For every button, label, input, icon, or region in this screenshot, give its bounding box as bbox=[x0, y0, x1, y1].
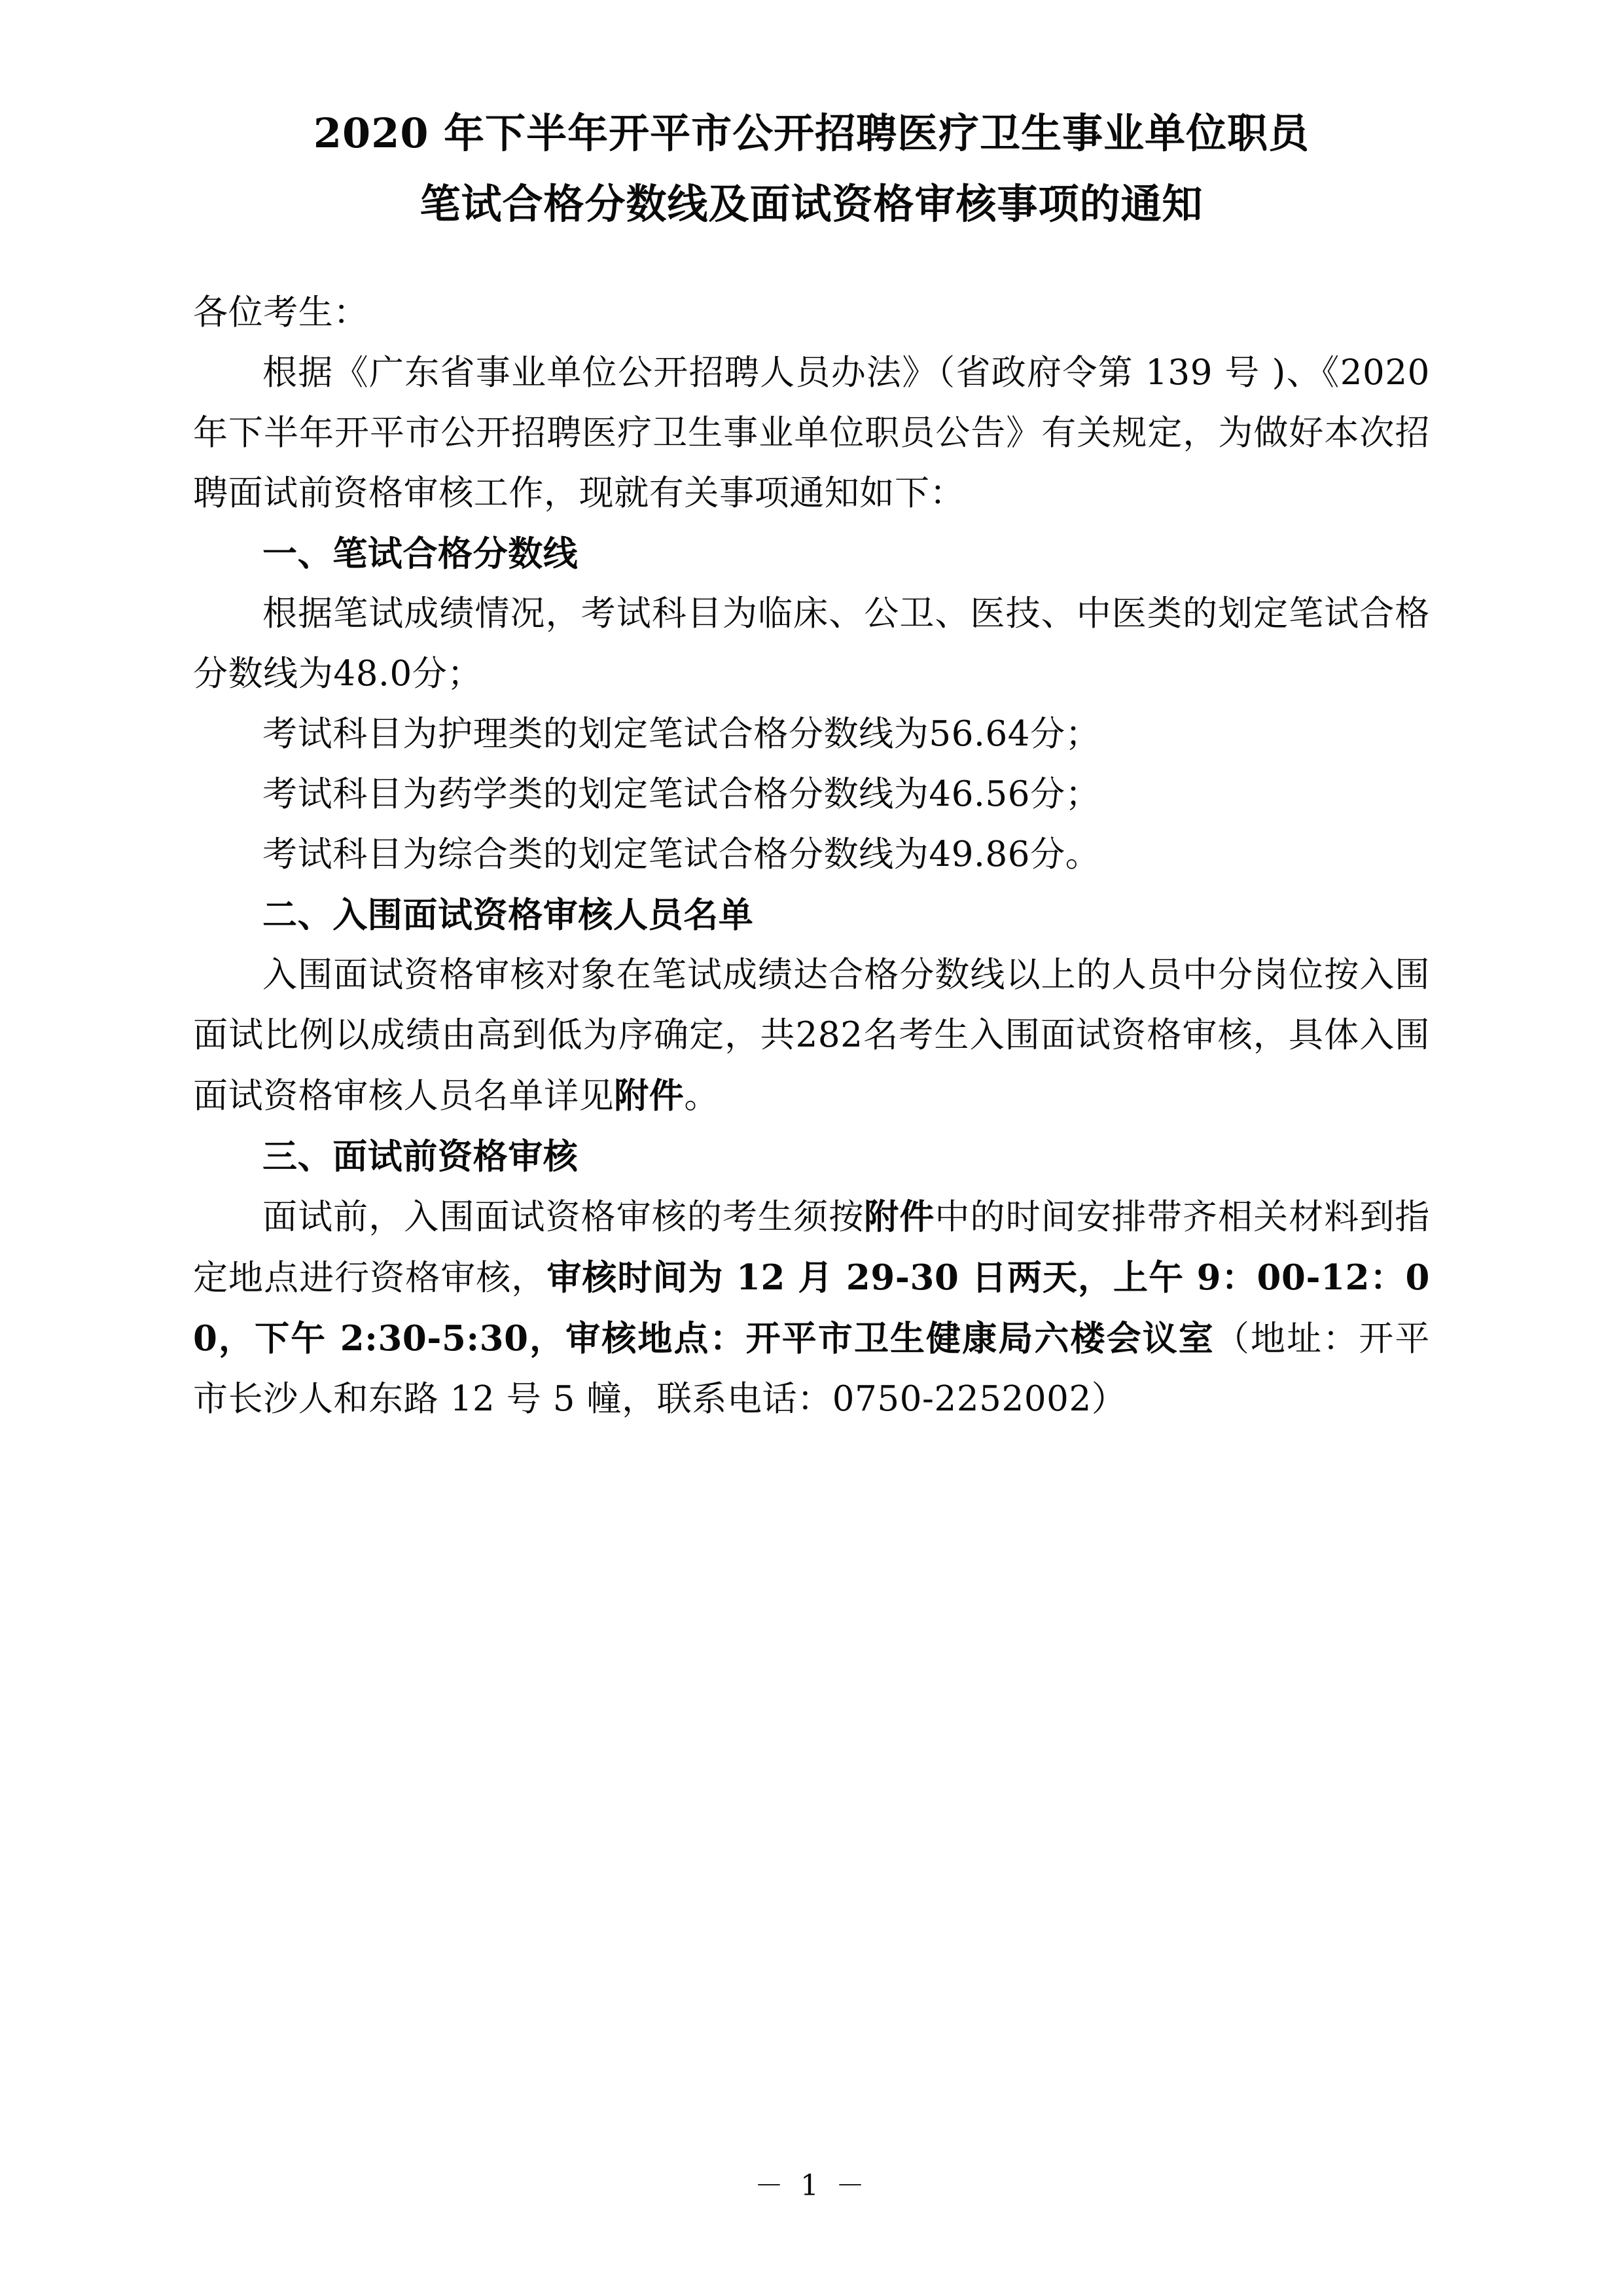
page-number-footer: － 1 － bbox=[755, 2169, 868, 2202]
section-1-paragraph-2: 考试科目为护理类的划定笔试合格分数线为56.64分； bbox=[262, 714, 1101, 754]
section-heading-1: 一、笔试合格分数线 bbox=[262, 533, 579, 574]
section-3-text-part-1: 面试前，入围面试资格审核的考生须按 bbox=[262, 1197, 865, 1237]
page-title-line-2: 笔试合格分数线及面试资格审核事项的通知 bbox=[419, 180, 1204, 228]
section-2-text-part-2: 。 bbox=[684, 1076, 720, 1116]
section-3-paragraph bbox=[193, 1187, 1430, 1429]
section-2-paragraph bbox=[193, 945, 1430, 1126]
document-content bbox=[193, 0, 1430, 1429]
section-3-text-part-2: 中的时间安排带齐相关材料到指定地点进行资格审核， bbox=[193, 1197, 1431, 1298]
section-2-text-part-1: 入围面试资格审核对象在笔试成绩达合格分数线以上的人员中分岗位按入围面试比例以成绩由高到低为序确定，共282名考生入围面试资格审核，具体入围面试资格审核人员名单详见 bbox=[193, 955, 1430, 1116]
salutation: 各位考生： bbox=[193, 293, 368, 332]
attachment-reference-2: 附件 bbox=[864, 1196, 935, 1237]
page-title bbox=[193, 0, 1430, 234]
document-body bbox=[193, 283, 1430, 1429]
audit-schedule-emphasis: 审核时间为 12 月 29-30 日两天，上午 9：00-12：00，下午 2:30-5:30，审核地点：开平市卫生健康局六楼会议室 bbox=[193, 1257, 1430, 1359]
section-1-paragraph-4: 考试科目为综合类的划定笔试合格分数线为49.86分。 bbox=[262, 834, 1101, 874]
section-heading-3: 三、面试前资格审核 bbox=[262, 1136, 579, 1177]
section-1-paragraph-1: 根据笔试成绩情况，考试科目为临床、公卫、医技、中医类的划定笔试合格分数线为48.0分； bbox=[193, 594, 1430, 694]
page-title-line-1: 2020 年下半年开平市公开招聘医疗卫生事业单位职员 bbox=[313, 109, 1310, 157]
audit-address-text: （地址：开平市长沙人和东路 12 号 5 幢，联系电话：0750-2252002） bbox=[193, 1319, 1430, 1419]
section-heading-2: 二、入围面试资格审核人员名单 bbox=[262, 895, 754, 935]
section-1-paragraph-3: 考试科目为药学类的划定笔试合格分数线为46.56分； bbox=[262, 774, 1101, 814]
intro-paragraph: 根据《广东省事业单位公开招聘人员办法》（省政府令第 139 号 )、《2020 年下半年开平市公开招聘医疗卫生事业单位职员公告》有关规定，为做好本次招聘面试前资格审核工作，现就有关事项通知如下： bbox=[193, 353, 1430, 513]
attachment-reference-1: 附件 bbox=[614, 1075, 685, 1116]
